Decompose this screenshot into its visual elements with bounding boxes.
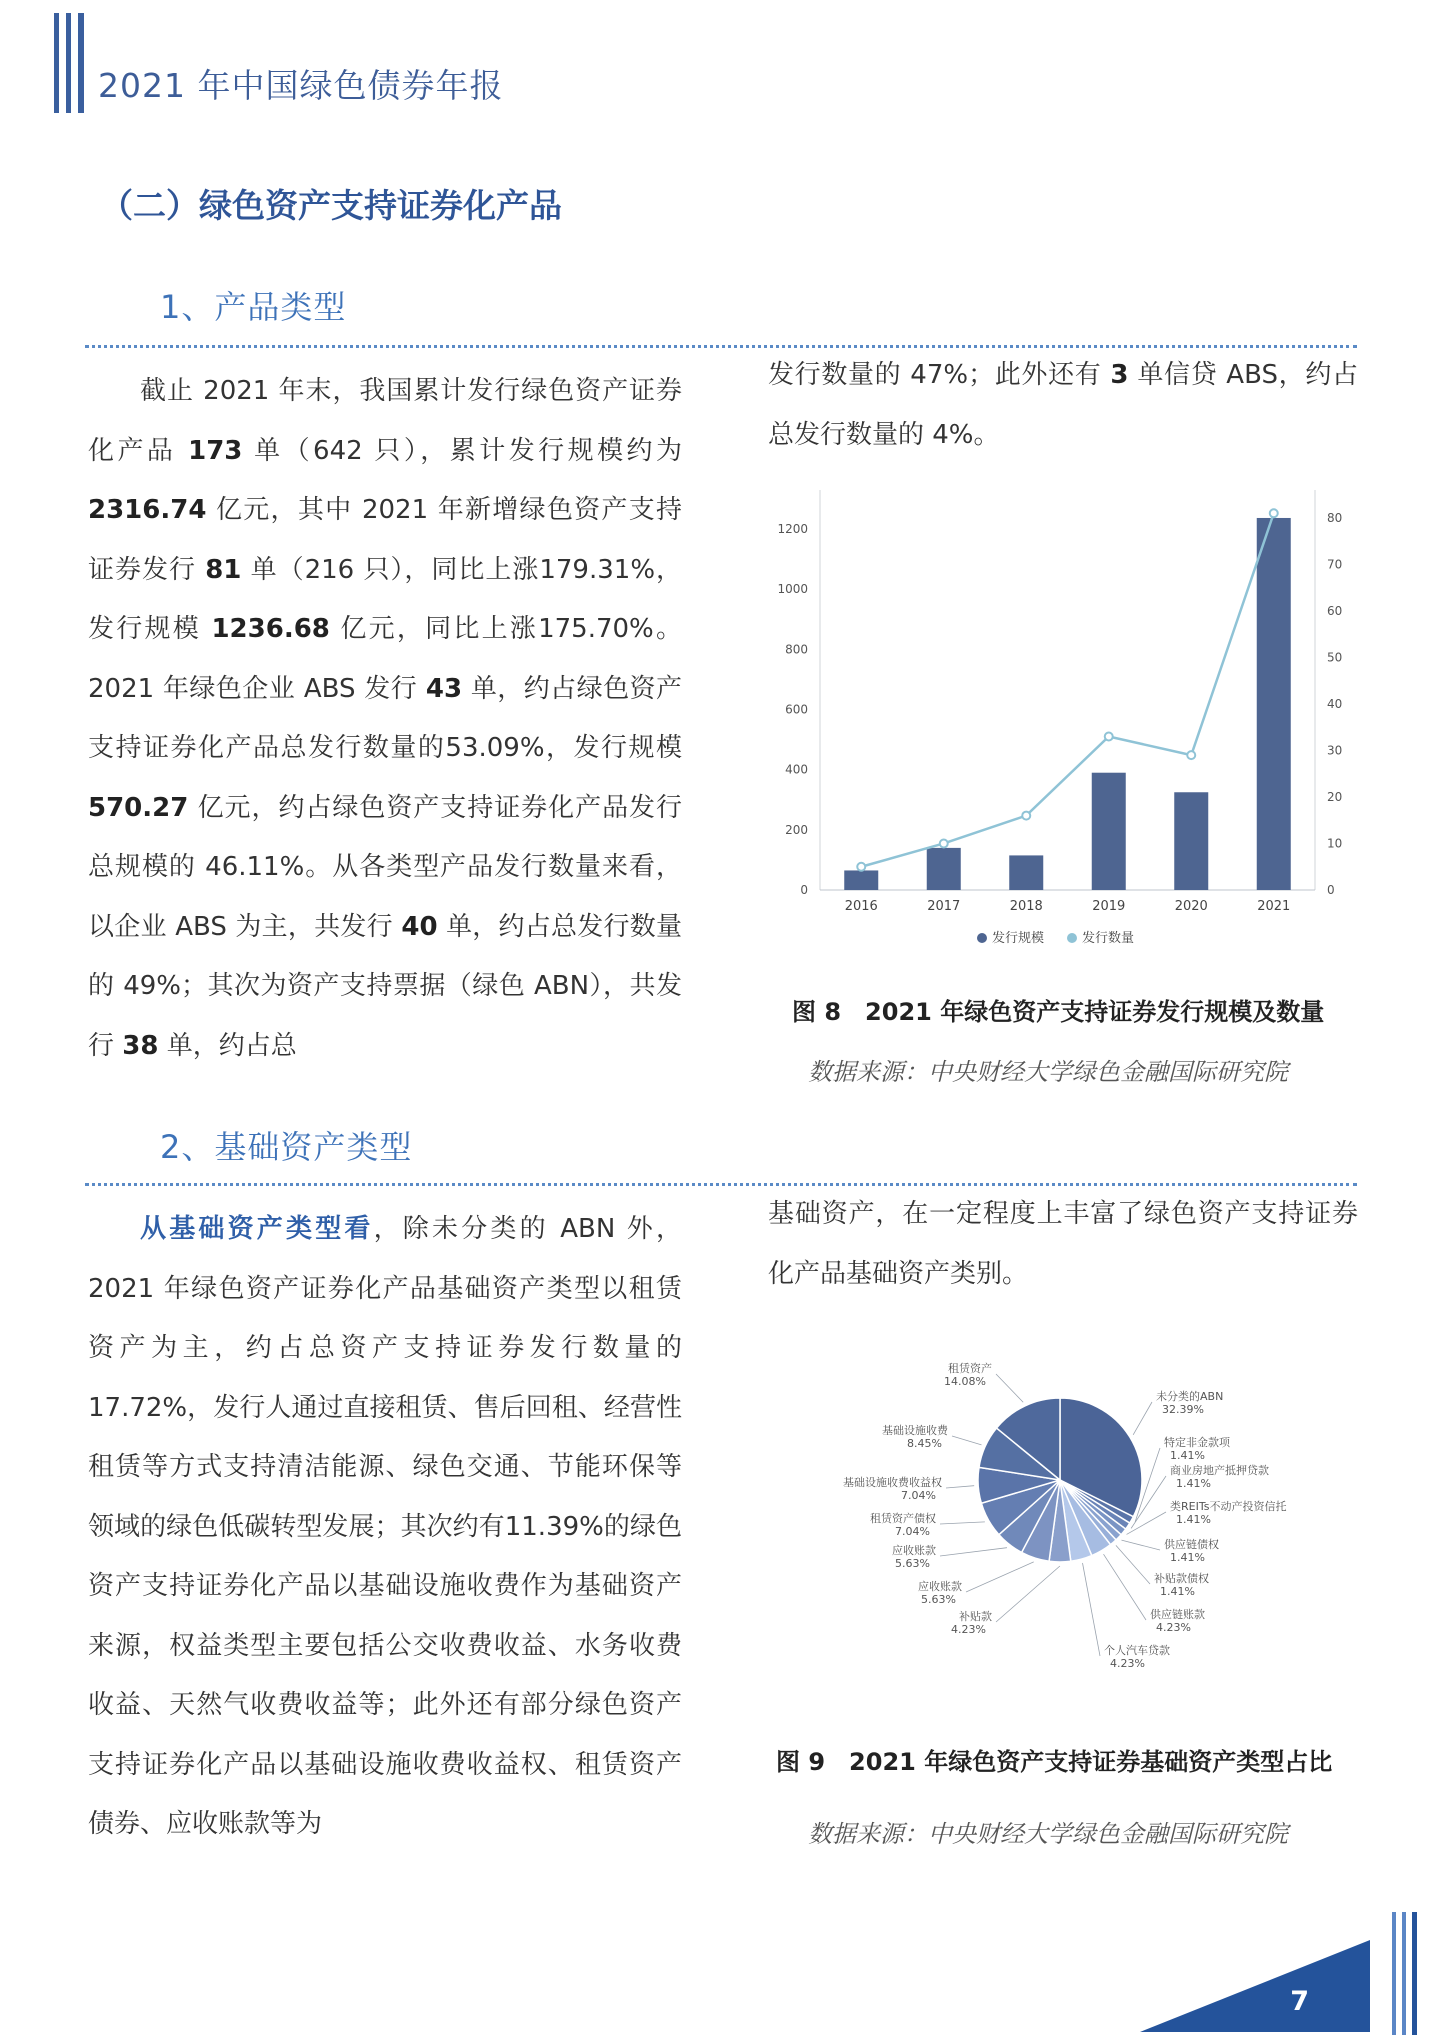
line-point xyxy=(857,863,865,871)
text-run: 单信贷 ABS，约占总发行数量的 4%。 xyxy=(768,360,1358,450)
paragraph-product-type-right xyxy=(768,346,1358,465)
text-run: 单，约占总 xyxy=(158,1030,297,1061)
slice-value: 1.41% xyxy=(1170,1551,1205,1564)
slice-label: 补贴款 xyxy=(959,1610,992,1623)
slice-label: 租赁资产 xyxy=(948,1362,992,1375)
leader-line xyxy=(946,1486,974,1488)
x-tick-label: 2020 xyxy=(1174,899,1208,914)
stat-value: 81 xyxy=(205,554,242,585)
figure-9-source: 数据来源：中央财经大学绿色金融国际研究院 xyxy=(808,1820,1288,1848)
slice-value: 1.41% xyxy=(1176,1477,1211,1490)
slice-value: 8.45% xyxy=(907,1437,942,1450)
legend-label: 发行规模 xyxy=(992,931,1045,946)
y-tick-right: 20 xyxy=(1327,789,1343,804)
legend-marker xyxy=(1067,933,1077,943)
y-tick-right: 30 xyxy=(1327,743,1343,758)
issuance-chart-svg xyxy=(760,470,1360,950)
stat-value: 2316.74 xyxy=(88,495,207,525)
bar xyxy=(1257,518,1291,890)
x-tick-label: 2019 xyxy=(1092,899,1126,914)
leader-line xyxy=(996,1374,1023,1402)
slice-label: 基础设施收费 xyxy=(882,1424,948,1437)
slice-value: 4.23% xyxy=(1156,1621,1191,1634)
slice-value: 5.63% xyxy=(921,1593,956,1606)
line-point xyxy=(1022,812,1030,820)
lead-phrase: 从基础资产类型看 xyxy=(140,1214,374,1244)
leader-line xyxy=(1083,1563,1100,1656)
slice-label: 应收账款 xyxy=(892,1544,936,1557)
bar xyxy=(927,848,961,890)
paragraph-underlying-assets-left xyxy=(88,1200,682,1855)
asset-type-pie-chart xyxy=(760,1340,1360,1704)
slice-label: 补贴款债权 xyxy=(1154,1572,1209,1585)
slice-label: 特定非金款项 xyxy=(1164,1436,1230,1449)
bar xyxy=(1092,773,1126,890)
leader-line xyxy=(1133,1402,1152,1435)
slice-value: 7.04% xyxy=(901,1489,936,1502)
line-point xyxy=(1270,509,1278,517)
y-tick-right: 70 xyxy=(1327,557,1343,572)
stat-value: 570.27 xyxy=(88,792,189,823)
text-run: ，除未分类的 ABN 外，2021 年绿色资产证券化产品基础资产类型以租赁资产为主，约占总资产支持证券发行数量的 17.72%，发行人通过直接租赁、售后回租、经营性租赁等方式支持清洁能源、绿色交通、节能环保等领域的绿色低碳转型发展；其次约有11.39%的绿色资产支持证券化产品以基础设施收费作为基础资产来源，权益类型主要包括公交收费收益、水务收费收益、天然气收费收益等；此外还有部分绿色资产支持证券化产品以基础设施收费收益权、租赁资产债券、应收账款等为 xyxy=(88,1214,682,1839)
issuance-chart xyxy=(760,470,1360,954)
stat-value: 43 xyxy=(425,673,463,704)
document-title: 2021 年中国绿色债券年报 xyxy=(98,66,504,105)
line-point xyxy=(1187,751,1195,759)
stat-value: 3 xyxy=(1110,360,1129,390)
line-series xyxy=(861,513,1274,866)
x-tick-label: 2021 xyxy=(1257,899,1291,914)
legend-label: 发行数量 xyxy=(1082,931,1135,946)
slice-value: 1.41% xyxy=(1160,1585,1195,1598)
y-tick-right: 80 xyxy=(1327,510,1343,525)
text-run: 亿元，同比上涨175.70%。2021 年绿色企业 ABS 发行 xyxy=(88,614,682,704)
leader-line xyxy=(1104,1554,1146,1620)
text-run: 单（642 只），累计发行规模约为 xyxy=(242,435,682,466)
slice-value: 1.41% xyxy=(1176,1513,1211,1526)
x-tick-label: 2017 xyxy=(927,899,961,914)
figure-9-caption: 图 9 2021 年绿色资产支持证券基础资产类型占比 xyxy=(776,1748,1333,1776)
subsection-title-product-type: 1、产品类型 xyxy=(160,288,347,326)
leader-line xyxy=(940,1548,1007,1556)
y-tick-left: 1000 xyxy=(777,582,808,597)
y-tick-left: 200 xyxy=(785,822,808,837)
slice-value: 1.41% xyxy=(1170,1449,1205,1462)
text-run: 单，约占总发行数量的 49%；其次为资产支持票据（绿色 ABN），共发行 xyxy=(88,911,683,1061)
bar xyxy=(844,870,878,890)
header-decor-bars xyxy=(54,13,88,113)
y-tick-left: 600 xyxy=(785,702,808,717)
y-tick-left: 1200 xyxy=(777,522,808,537)
y-tick-right: 60 xyxy=(1327,603,1343,618)
paragraph-product-type-left xyxy=(88,362,682,1076)
leader-line xyxy=(940,1522,985,1524)
stat-value: 173 xyxy=(188,435,243,466)
slice-label: 类REITs不动产投资信托 xyxy=(1170,1500,1287,1513)
slice-label: 供应链账款 xyxy=(1150,1608,1205,1621)
y-tick-left: 800 xyxy=(785,642,808,657)
line-point xyxy=(1105,733,1113,741)
page-number: 7 xyxy=(1290,1986,1309,2017)
leader-line xyxy=(966,1562,1034,1592)
x-tick-label: 2016 xyxy=(844,899,878,914)
text-run: 亿元，约占绿色资产支持证券化产品发行总规模的 46.11%。从各类型产品发行数量来看，以企业 ABS 为主，共发行 xyxy=(88,792,682,942)
slice-value: 14.08% xyxy=(944,1375,986,1388)
text-run: 基础资产，在一定程度上丰富了绿色资产支持证券化产品基础资产类别。 xyxy=(768,1199,1358,1289)
text-run: 单，约占绿色资产支持证券化产品总发行数量的53.09%，发行规模 xyxy=(88,673,682,763)
figure-8-caption: 图 8 2021 年绿色资产支持证券发行规模及数量 xyxy=(792,998,1325,1026)
slice-label: 商业房地产抵押贷款 xyxy=(1170,1464,1269,1477)
slice-value: 32.39% xyxy=(1162,1403,1204,1416)
y-tick-right: 50 xyxy=(1327,650,1343,665)
subsection-title-underlying-assets: 2、基础资产类型 xyxy=(160,1128,413,1166)
stat-value: 1236.68 xyxy=(211,614,330,644)
stat-value: 40 xyxy=(401,911,438,942)
y-tick-right: 40 xyxy=(1327,696,1343,711)
slice-label: 供应链债权 xyxy=(1164,1538,1219,1551)
text-run: 发行数量的 47%；此外还有 xyxy=(768,360,1111,390)
text-run: 亿元，其中 2021 年新增绿色资产支持证券发行 xyxy=(88,495,682,585)
leader-line xyxy=(1116,1545,1150,1584)
bar xyxy=(1174,792,1208,890)
slice-label: 个人汽车贷款 xyxy=(1104,1644,1170,1657)
line-point xyxy=(940,839,948,847)
slice-value: 5.63% xyxy=(895,1557,930,1570)
y-tick-left: 0 xyxy=(800,883,808,897)
figure-8-source: 数据来源：中央财经大学绿色金融国际研究院 xyxy=(808,1058,1288,1086)
text-run: 单（216 只），同比上涨179.31%，发行规模 xyxy=(88,554,683,644)
y-tick-left: 400 xyxy=(785,762,808,777)
slice-label: 未分类的ABN xyxy=(1156,1390,1224,1403)
legend-marker xyxy=(977,933,987,943)
slice-value: 4.23% xyxy=(1110,1657,1145,1670)
slice-value: 4.23% xyxy=(951,1623,986,1636)
stat-value: 38 xyxy=(122,1030,159,1061)
slice-label: 应收账款 xyxy=(918,1580,962,1593)
leader-line xyxy=(952,1436,981,1445)
slice-label: 基础设施收费收益权 xyxy=(843,1476,942,1489)
leader-line xyxy=(1121,1540,1160,1550)
bar xyxy=(1009,855,1043,890)
section-title: （二）绿色资产支持证券化产品 xyxy=(100,186,562,225)
y-tick-right: 0 xyxy=(1327,883,1335,897)
slice-label: 租赁资产债权 xyxy=(870,1512,936,1525)
x-tick-label: 2018 xyxy=(1009,899,1043,914)
paragraph-underlying-assets-right xyxy=(768,1185,1358,1304)
footer-decor xyxy=(1130,1912,1439,2035)
slice-value: 7.04% xyxy=(895,1525,930,1538)
asset-type-pie-svg xyxy=(760,1340,1360,1700)
text-run: 截止 2021 年末，我国累计发行绿色资产证券化产品 xyxy=(88,376,682,466)
y-tick-right: 10 xyxy=(1327,836,1343,851)
